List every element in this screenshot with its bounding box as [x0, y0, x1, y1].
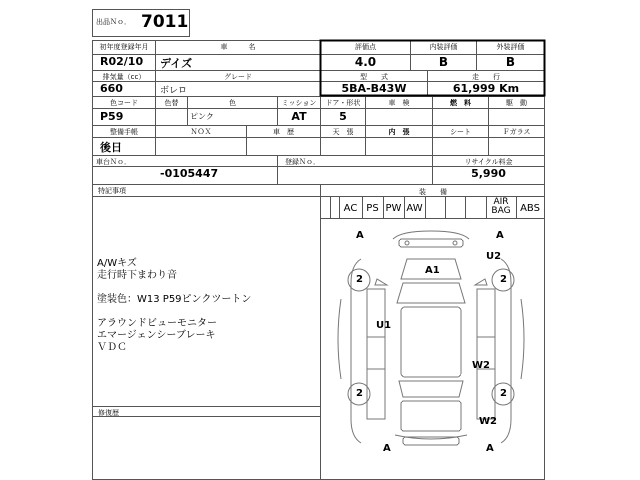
- fuel-label: 燃 料: [450, 99, 471, 107]
- equip-airbag: AIR BAG: [491, 197, 511, 216]
- note-line: A/Wキズ: [97, 258, 137, 269]
- exterior-eval-value: B: [505, 55, 516, 69]
- color-code-value: P59: [100, 110, 124, 123]
- note-line: 塗装色：W13 P59ピンクツートン: [97, 294, 252, 305]
- score-value: 4.0: [354, 55, 377, 69]
- inspection-label: 車 検: [388, 99, 410, 107]
- mark-wheel-fr: 2: [500, 274, 507, 285]
- seat-label: シート: [450, 128, 471, 136]
- mark-rear-right: W2: [479, 416, 497, 427]
- chassis-label: 車台Ｎｏ．: [96, 158, 131, 166]
- mark-left-side: U1: [376, 320, 392, 331]
- equip-abs: ABS: [520, 203, 540, 214]
- model-label: 型 式: [360, 73, 388, 81]
- notes-label: 特記事項: [98, 187, 126, 195]
- mark-front-left: A: [356, 230, 364, 241]
- mission-value: AT: [291, 110, 307, 123]
- mark-rear-bottom-right: A: [486, 443, 494, 454]
- chassis-value: -0105447: [160, 167, 219, 180]
- lot-number: 7011: [141, 12, 189, 32]
- displacement-label: 排気量（cc）: [102, 73, 146, 81]
- nox-label: ＮＯＸ: [190, 128, 212, 136]
- mark-top-right: U2: [486, 251, 502, 262]
- glass-label: Ｆガラス: [502, 128, 531, 136]
- color-code-label: 色コード: [110, 99, 138, 107]
- drive-label: 駆 動: [506, 99, 527, 107]
- roof-lining-label: 天 張: [332, 128, 354, 136]
- equip-aw: AW: [406, 203, 423, 214]
- note-line: [97, 306, 251, 318]
- doors-value: 5: [339, 110, 347, 123]
- model-value: 5BA-B43W: [341, 82, 407, 95]
- interior-lining-label: 内 張: [388, 128, 410, 136]
- name-label: 車 名: [220, 43, 256, 51]
- repair-label: 修復歴: [98, 409, 119, 417]
- note-line: ＶＤＣ: [97, 342, 127, 353]
- maintenance-value: 後日: [100, 141, 122, 154]
- displacement-value: 660: [100, 82, 123, 95]
- maintenance-label: 整備手帳: [110, 128, 138, 136]
- grade-value: ボレロ: [160, 86, 188, 96]
- exterior-eval-label: 外装評価: [496, 43, 525, 51]
- equip-ps: PS: [366, 203, 379, 214]
- reg-label: 初年度登録年月: [99, 43, 149, 51]
- tone-label: 色替: [164, 99, 179, 107]
- reg-value: R02/10: [100, 55, 144, 68]
- history-label: 車 歴: [273, 128, 294, 136]
- color-value: ピンク: [190, 112, 214, 121]
- doors-label: ドア・形状: [325, 99, 361, 107]
- note-line: [97, 282, 251, 294]
- note-line: アラウンドビューモニター: [97, 318, 217, 329]
- mission-label: ミッション: [281, 99, 317, 107]
- name-value: デイズ: [160, 57, 193, 70]
- mark-right-side: W2: [472, 360, 490, 371]
- interior-eval-label: 内装評価: [429, 43, 458, 51]
- mileage-value: 61,999 Km: [452, 82, 520, 95]
- recycle-value: 5,990: [471, 167, 506, 180]
- registration-label: 登録Ｎｏ．: [285, 158, 320, 166]
- note-line: エマージェンシーブレーキ: [97, 330, 216, 341]
- score-label: 評価点: [355, 43, 376, 51]
- grade-label: グレード: [224, 73, 252, 81]
- mark-wheel-rl: 2: [356, 388, 363, 399]
- mark-front-right: A: [496, 230, 504, 241]
- car-damage-diagram: [321, 219, 544, 479]
- equip-pw: PW: [385, 203, 402, 214]
- recycle-label: リサイクル料金: [464, 158, 513, 166]
- mark-roof: A1: [425, 265, 440, 276]
- equipment-label: 装 備: [419, 188, 447, 196]
- mark-wheel-fl: 2: [356, 274, 363, 285]
- interior-eval-value: B: [438, 55, 449, 69]
- equip-ac: AC: [343, 203, 358, 214]
- mark-rear-left: A: [383, 443, 391, 454]
- mark-wheel-rr: 2: [500, 388, 507, 399]
- mileage-label: 走 行: [472, 73, 500, 81]
- lot-label: 出品Ｎｏ．: [96, 18, 131, 26]
- notes-list: [97, 258, 251, 354]
- note-line: 走行時下まわり音: [97, 270, 177, 281]
- color-label: 色: [229, 99, 236, 107]
